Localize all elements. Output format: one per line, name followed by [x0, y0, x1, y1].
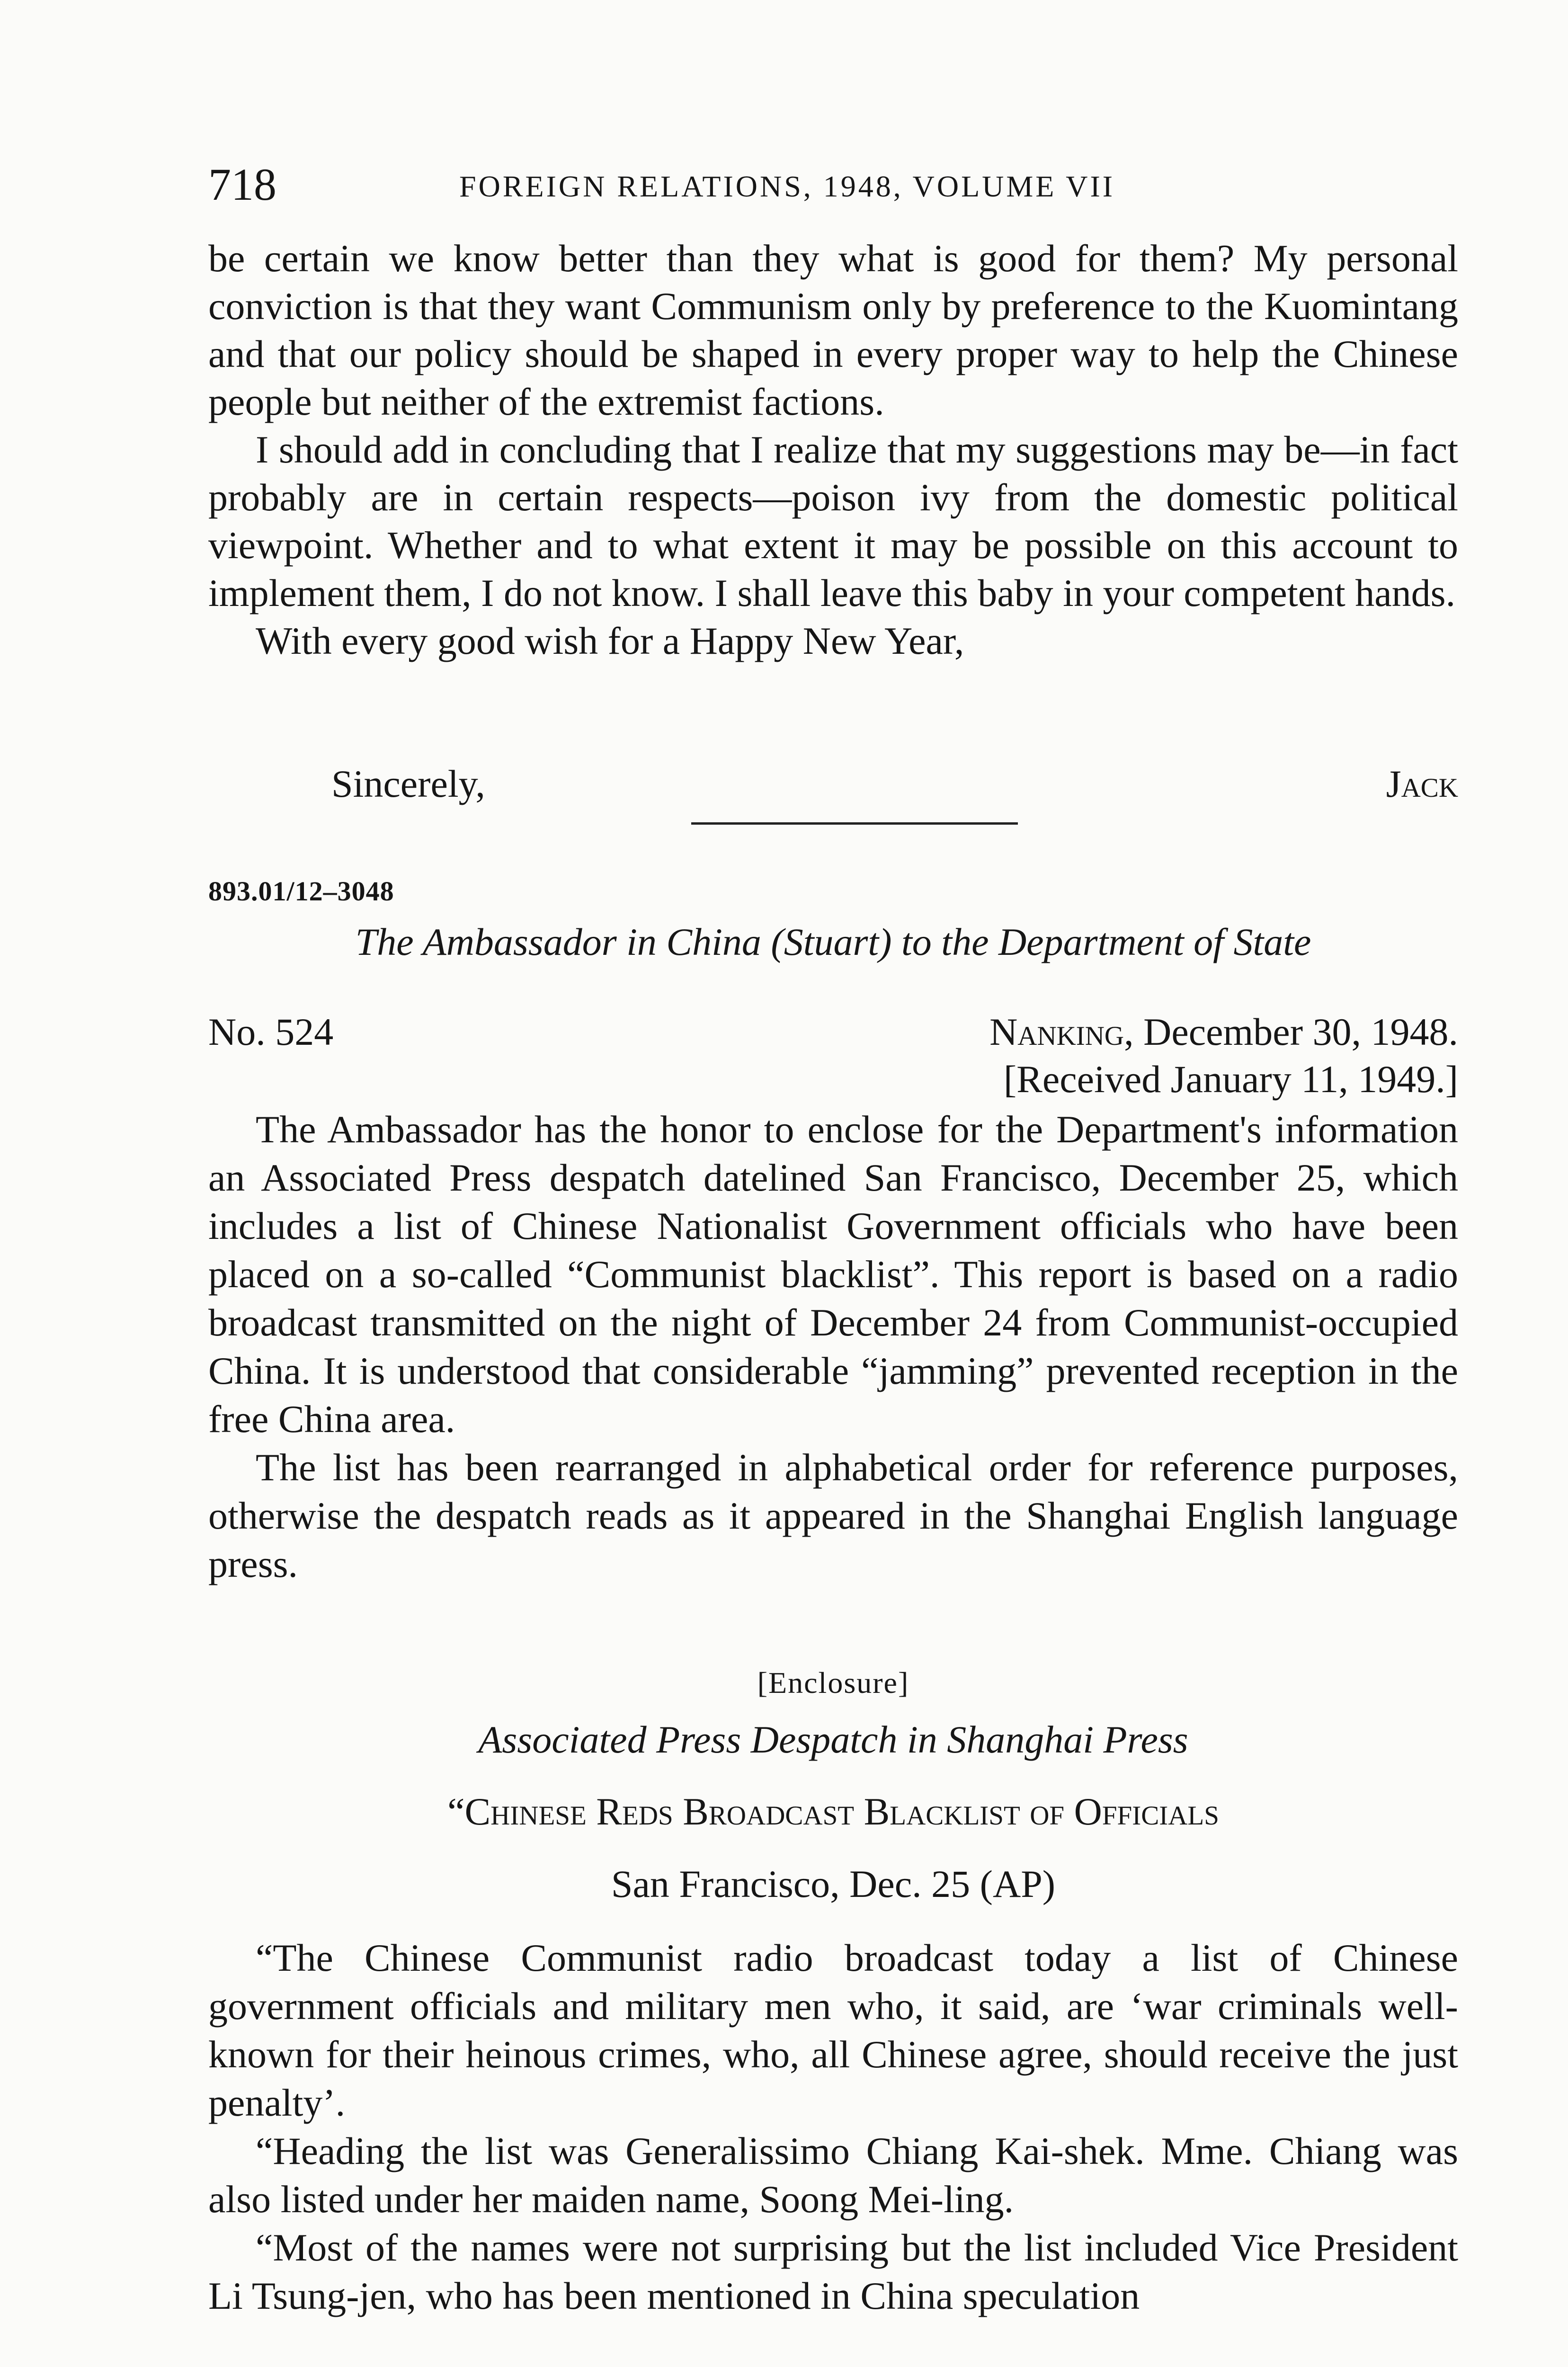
- enclosure-paragraph: “Most of the names were not surprising but the list included Vice President Li Tsung-jen, who has been mentioned in China speculation: [208, 2226, 1458, 2317]
- document-paragraph: The list has been rearranged in alphabetical order for reference purposes, otherwise the despatch reads as it appeared in the Shanghai English language press.: [208, 1446, 1458, 1585]
- letter-paragraph: be certain we know better than they what is good for them? My personal conviction is that they want Communism only by preference to the Kuomintang and that our policy should be shaped in every proper way to help the Chinese people but neither of the extremist factions.: [208, 237, 1458, 423]
- letter-closing: Sincerely,: [331, 762, 485, 805]
- enclosure-paragraph: “Heading the list was Generalissimo Chiang Kai-shek. Mme. Chiang was also listed under her maiden name, Soong Mei-ling.: [208, 2129, 1458, 2221]
- document-number: No. 524: [208, 1010, 334, 1053]
- dateline-place-date: [989, 1008, 1458, 1056]
- enclosure-label: [Enclosure]: [757, 1666, 909, 1700]
- enclosure-paragraph: “The Chinese Communist radio broadcast today a list of Chinese government officials and military men who, it said, are ‘war criminals well-known for their heinous crimes, who, all Chinese agree, should receive the just penalty’.: [208, 1936, 1458, 2124]
- enclosure-body: [208, 1934, 1458, 2320]
- file-reference: 893.01/12–3048: [208, 876, 394, 907]
- running-title: FOREIGN RELATIONS, 1948, VOLUME VII: [459, 169, 1115, 203]
- letter-paragraph: I should add in concluding that I realize that my suggestions may be—in fact probably are in certain respects—poison ivy from the domestic political viewpoint. Whether and to what extent it may be possible on this account to implement them, I do not know. I shall leave this baby in your competent hands.: [208, 428, 1458, 614]
- document-dateline: [208, 1008, 1458, 1103]
- enclosure-dateline: San Francisco, Dec. 25 (AP): [611, 1862, 1056, 1905]
- section-divider: [691, 822, 1018, 825]
- page-number: 718: [208, 159, 276, 210]
- letter-paragraph: With every good wish for a Happy New Year,: [256, 619, 964, 662]
- received-note: [Received January 11, 1949.]: [1003, 1058, 1458, 1101]
- letter-signature: Jack: [1386, 762, 1458, 805]
- dateline-date: , December 30, 1948.: [1124, 1010, 1458, 1053]
- document-body: [208, 1105, 1458, 1588]
- letter-body: [208, 234, 1458, 665]
- page-header: [208, 156, 1458, 213]
- enclosure-title: Associated Press Despatch in Shanghai Press: [478, 1718, 1188, 1761]
- document-title: The Ambassador in China (Stuart) to the Department of State: [355, 920, 1311, 963]
- enclosure-headline: “Chinese Reds Broadcast Blacklist of Officials: [447, 1790, 1219, 1833]
- dateline-place: Nanking: [989, 1010, 1124, 1053]
- document-paragraph: The Ambassador has the honor to enclose for the Department's information an Associated Press despatch datelined San Francisco, December 25, which includes a list of Chinese Nationalist Government officials who have been placed on a so-called “Communist blacklist”. This report is based on a radio broadcast transmitted on the night of December 24 from Communist-occupied China. It is understood that considerable “jamming” prevented reception in the free China area.: [208, 1108, 1458, 1441]
